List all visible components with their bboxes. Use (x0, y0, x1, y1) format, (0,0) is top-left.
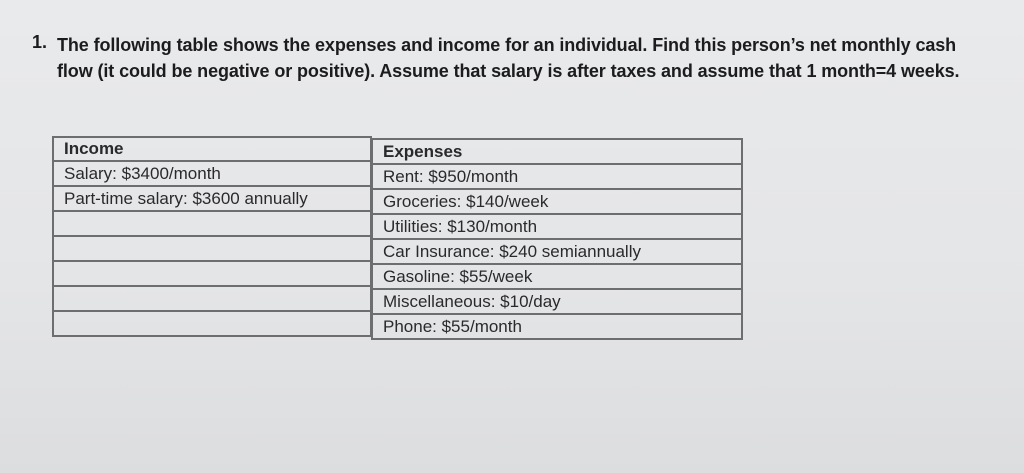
income-cell (53, 236, 371, 261)
expense-cell: Phone: $55/month (372, 314, 742, 339)
expense-cell: Gasoline: $55/week (372, 264, 742, 289)
expense-cell: Rent: $950/month (372, 164, 742, 189)
expenses-table (371, 138, 743, 340)
income-cell: Part-time salary: $3600 annually (53, 186, 371, 211)
income-cell (53, 211, 371, 236)
expense-cell: Car Insurance: $240 semiannually (372, 239, 742, 264)
income-cell (53, 261, 371, 286)
income-cell (53, 311, 371, 336)
expense-cell: Groceries: $140/week (372, 189, 742, 214)
question-text: The following table shows the expenses and income for an individual. Find this person’s net monthly cash flow (it could be negative or positive). Assume that salary is after taxes and assume that 1 month=4 weeks. (57, 35, 960, 81)
expense-cell: Utilities: $130/month (372, 214, 742, 239)
question-number: 1. (32, 32, 48, 52)
income-cell: Salary: $3400/month (53, 161, 371, 186)
expense-cell: Miscellaneous: $10/day (372, 289, 742, 314)
income-table (52, 136, 372, 337)
income-cell (53, 286, 371, 311)
income-header: Income (53, 137, 371, 161)
expenses-header: Expenses (372, 139, 742, 164)
